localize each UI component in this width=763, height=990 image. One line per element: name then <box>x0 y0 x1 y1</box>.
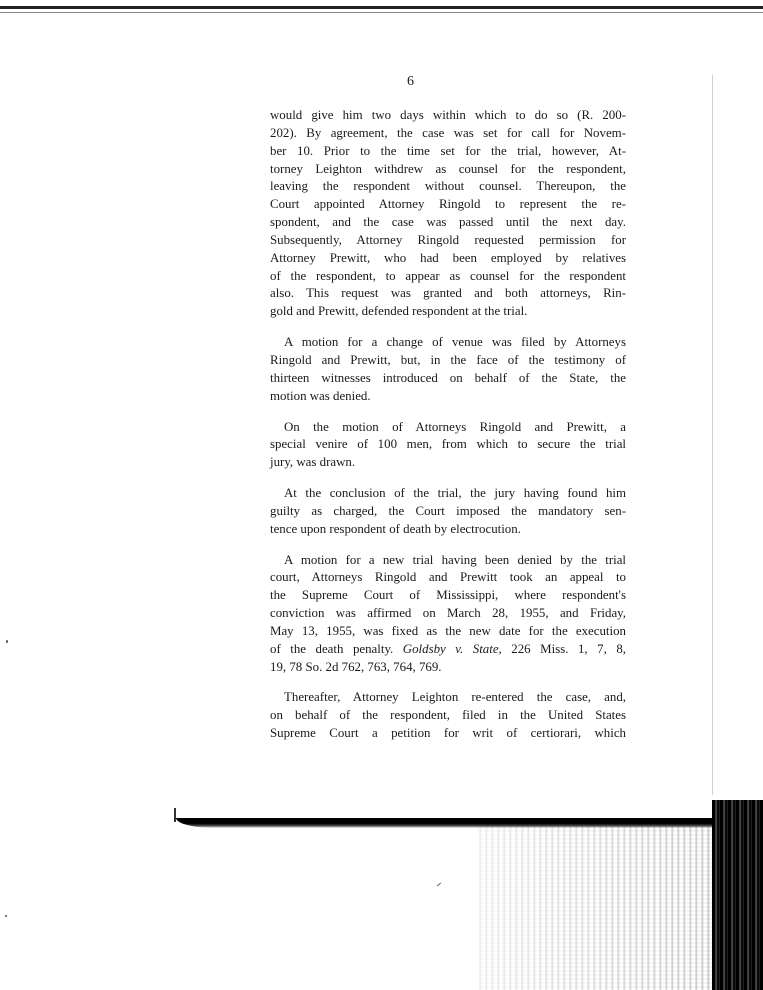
text-line: conviction was affirmed on March 28, 1955, and Friday, <box>270 606 626 621</box>
text-line: Attorney Prewitt, who had been employed by relatives <box>270 250 626 265</box>
text-line: On the motion of Attorneys Ringold and Prewitt, a <box>284 419 626 434</box>
page-number: 6 <box>407 74 414 89</box>
text-line: leaving the respondent without counsel. Thereupon, the <box>270 179 626 194</box>
text-line: gold and Prewitt, defended respondent at the trial. <box>270 304 528 319</box>
case-name: Goldsby v. State, <box>402 641 502 656</box>
scan-edge-shadow <box>712 800 763 990</box>
text-line: At the conclusion of the trial, the jury having found him <box>284 486 626 501</box>
text-line: the Supreme Court of Mississippi, where respondent's <box>270 588 626 603</box>
bottom-edge-tick <box>174 808 176 822</box>
speck <box>436 882 441 887</box>
text-line: would give him two days within which to do so (R. 200- <box>270 108 626 122</box>
text-line: ber 10. Prior to the time set for the trial, however, At- <box>270 143 626 158</box>
document-body <box>270 107 626 756</box>
citation-line <box>270 641 626 659</box>
text-line: 202). By agreement, the case was set for call for Novem- <box>270 125 626 140</box>
text-line: A motion for a new trial having been denied by the trial <box>284 552 626 567</box>
paragraph-4 <box>270 485 626 539</box>
text-line: motion was denied. <box>270 388 371 403</box>
text-line: special venire of 100 men, from which to secure the trial <box>270 437 626 452</box>
speck <box>5 915 7 917</box>
top-edge-rule-thin <box>0 12 763 13</box>
citation-text-before: of the death penalty. <box>270 641 403 656</box>
text-line: Supreme Court a petition for writ of certiorari, which <box>270 726 626 741</box>
text-line: Court appointed Attorney Ringold to represent the re- <box>270 197 626 212</box>
top-edge-rule <box>0 6 763 9</box>
text-line: Thereafter, Attorney Leighton re-entered the case, and, <box>284 690 626 705</box>
text-line: Ringold and Prewitt, but, in the face of the testimony of <box>270 352 626 367</box>
text-line: A motion for a change of venue was filed by Attorneys <box>284 335 626 350</box>
paragraph-5 <box>270 552 626 677</box>
text-line: also. This request was granted and both attorneys, Rin- <box>270 286 626 301</box>
paragraph-1 <box>270 107 626 321</box>
text-line: May 13, 1955, was fixed as the new date for the execution <box>270 623 626 638</box>
text-line: torney Leighton withdrew as counsel for the respondent, <box>270 161 626 176</box>
text-line: tence upon respondent of death by electrocution. <box>270 521 521 536</box>
paragraph-3 <box>270 419 626 473</box>
text-line: court, Attorneys Ringold and Prewitt took an appeal to <box>270 570 626 585</box>
paragraph-2 <box>270 334 626 405</box>
citation-text-after: 226 Miss. 1, 7, 8, <box>501 641 626 656</box>
paragraph-6 <box>270 689 626 743</box>
text-line: spondent, and the case was passed until the next day. <box>270 215 626 230</box>
text-line: jury, was drawn. <box>270 455 356 470</box>
text-line: thirteen witnesses introduced on behalf of the State, the <box>270 370 626 385</box>
text-line: of the respondent, to appear as counsel for the respondent <box>270 268 626 283</box>
text-line: Subsequently, Attorney Ringold requested permission for <box>270 232 626 247</box>
speck <box>6 640 8 643</box>
text-line: on behalf of the respondent, filed in the United States <box>270 708 626 723</box>
text-line: guilty as charged, the Court imposed the mandatory sen- <box>270 503 626 518</box>
right-edge-trace <box>712 75 713 795</box>
text-line: 19, 78 So. 2d 762, 763, 764, 769. <box>270 659 442 674</box>
scan-noise <box>476 826 712 990</box>
